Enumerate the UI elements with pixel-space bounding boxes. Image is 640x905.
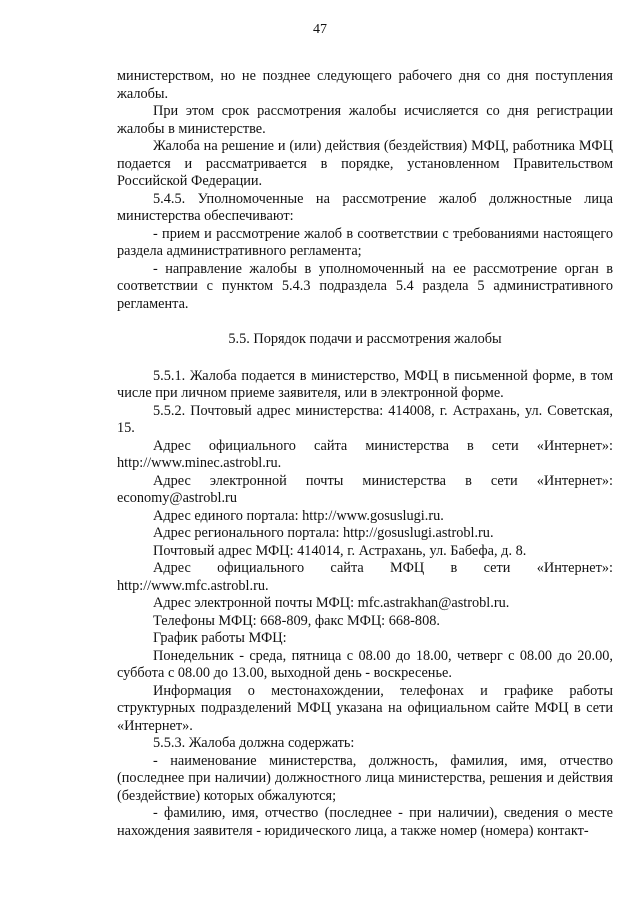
page-number: 47	[313, 22, 327, 37]
paragraph: Адрес официального сайта министерства в сети «Интернет»: http://www.minec.astrobl.ru.	[117, 437, 613, 471]
paragraph: Понедельник - среда, пятница с 08.00 до 18.00, четверг с 08.00 до 20.00, суббота с 08.00 до 13.00, выходной день - воскресенье.	[117, 647, 613, 681]
paragraph: министерством, но не позднее следующего рабочего дня со дня поступления жалобы.	[117, 68, 613, 102]
paragraph: График работы МФЦ:	[153, 630, 287, 646]
paragraph: Телефоны МФЦ: 668-809, факс МФЦ: 668-808.	[153, 612, 440, 629]
paragraph: - прием и рассмотрение жалоб в соответствии с требованиями настоящего раздела административного регламента;	[117, 225, 613, 259]
paragraph: - наименование министерства, должность, фамилия, имя, отчество (последнее при наличии) должностного лица министерства, решения и действия (бездействие) которых обжалуются;	[117, 752, 613, 804]
paragraph: Адрес официального сайта МФЦ в сети «Интернет»: http://www.mfc.astrobl.ru.	[117, 560, 613, 594]
paragraph: - направление жалобы в уполномоченный на ее рассмотрение орган в соответствии с пунктом 5.4.3 подраздела 5.4 раздела 5 административного регламента.	[117, 260, 613, 312]
paragraph: 5.4.5. Уполномоченные на рассмотрение жалоб должностные лица министерства обеспечивают:	[117, 190, 613, 224]
paragraph: Адрес электронной почты МФЦ: mfc.astrakhan@astrobl.ru.	[153, 595, 510, 611]
paragraph: При этом срок рассмотрения жалобы исчисляется со дня регистрации жалобы в министерстве.	[117, 103, 613, 137]
paragraph: 5.5.1. Жалоба подается в министерство, МФЦ в письменной форме, в том числе при личном приеме заявителя, или в электронной форме.	[117, 367, 613, 401]
section-heading: 5.5. Порядок подачи и рассмотрения жалобы	[228, 331, 502, 347]
paragraph: Адрес регионального портала: http://gosuslugi.astrobl.ru.	[153, 525, 494, 541]
paragraph: 5.5.3. Жалоба должна содержать:	[153, 735, 355, 751]
paragraph: Адрес электронной почты министерства в сети «Интернет»: economy@astrobl.ru	[117, 472, 613, 506]
paragraph: Информация о местонахождении, телефонах и графике работы структурных подразделений МФЦ указана на официальном сайте МФЦ в сети «Интернет».	[117, 682, 613, 734]
paragraph: - фамилию, имя, отчество (последнее - при наличии), сведения о месте нахождения заявителя - юридического лица, а также номер (номера) контакт-	[117, 805, 613, 839]
document-body	[117, 68, 613, 840]
paragraph: Адрес единого портала: http://www.gosuslugi.ru.	[153, 507, 444, 524]
paragraph: Жалоба на решение и (или) действия (бездействия) МФЦ, работника МФЦ подается и рассматривается в порядке, установленном Правительством Российской Федерации.	[117, 138, 613, 189]
paragraph: Почтовый адрес МФЦ: 414014, г. Астрахань, ул. Бабефа, д. 8.	[153, 542, 527, 559]
paragraph: 5.5.2. Почтовый адрес министерства: 414008, г. Астрахань, ул. Советская, 15.	[117, 402, 613, 436]
